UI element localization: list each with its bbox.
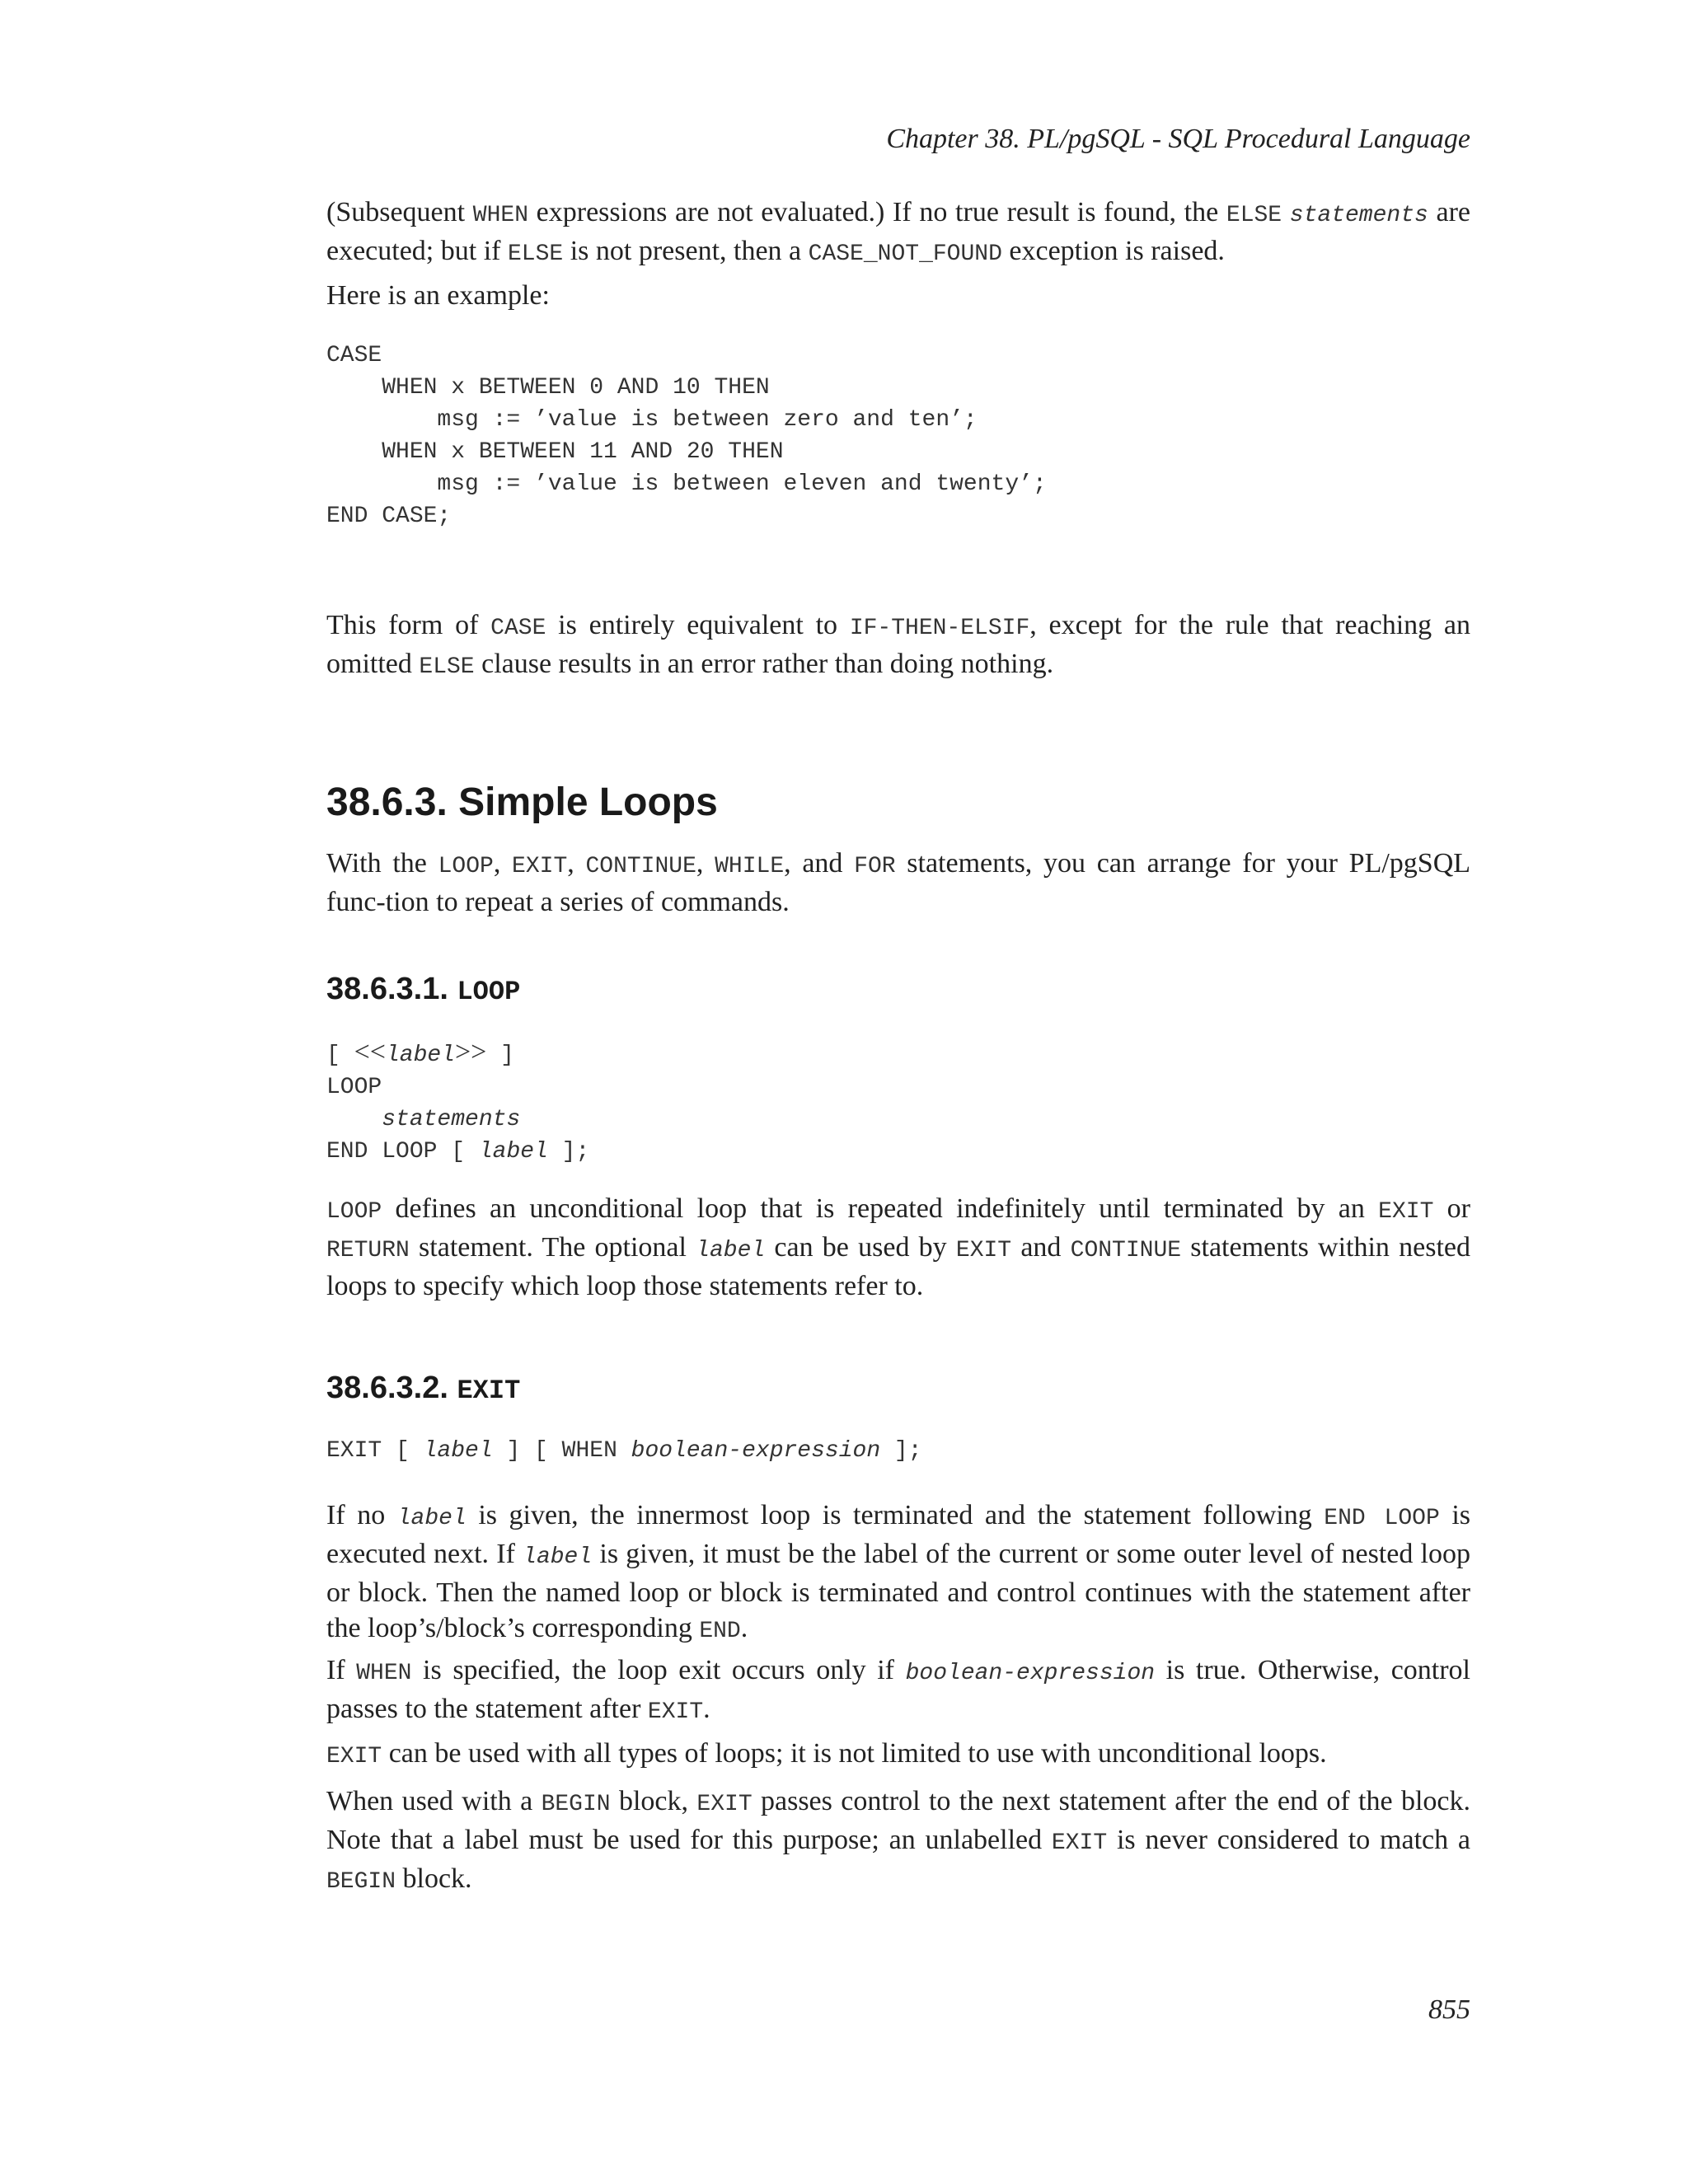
code-exit: EXIT	[696, 1792, 753, 1817]
code-begin: BEGIN	[326, 1869, 396, 1895]
code-token: ]	[486, 1043, 514, 1068]
case-evaluation-paragraph	[326, 194, 1470, 272]
equivalence-paragraph	[326, 607, 1470, 685]
code-boolean-expression: boolean-expression	[905, 1661, 1156, 1686]
text-run: This form of	[326, 610, 491, 640]
text-run: can be used by	[765, 1232, 956, 1263]
code-exit: EXIT	[1378, 1199, 1434, 1225]
text-run: With the	[326, 848, 438, 879]
code-statements: statements	[1289, 203, 1428, 228]
code-for: FOR	[854, 854, 896, 879]
text-run: ,	[696, 848, 715, 879]
code-token: label	[478, 1139, 548, 1165]
text-run: clause results in an error rather than doing nothing.	[474, 649, 1054, 679]
code-exit: EXIT	[647, 1699, 704, 1725]
code-exit: EXIT	[512, 854, 568, 879]
text-run: (Subsequent	[326, 197, 473, 227]
text-run: or	[1433, 1193, 1470, 1224]
code-token: ];	[880, 1438, 922, 1464]
code-end: END	[699, 1619, 741, 1644]
code-when: WHEN	[356, 1661, 412, 1686]
text-run: block,	[610, 1786, 697, 1816]
subsection-number: 38.6.3.1.	[326, 972, 448, 1006]
code-line	[326, 1104, 1470, 1136]
text-run: and	[1011, 1232, 1071, 1263]
text-run: is given, the innermost loop is terminated and the statement following	[466, 1500, 1325, 1530]
text-run: , except for the rule that reaching an omitted	[326, 610, 1471, 679]
code-else: ELSE	[507, 241, 564, 267]
text-run: is true. Otherwise, control passes to the statement after	[326, 1655, 1471, 1724]
code-begin: BEGIN	[541, 1792, 611, 1817]
text-run: .	[703, 1694, 710, 1724]
text-run: ,	[567, 848, 586, 879]
text-run: is specified, the loop exit occurs only if	[411, 1655, 906, 1685]
exit-paragraph-1	[326, 1497, 1470, 1649]
code-continue: CONTINUE	[1070, 1238, 1182, 1263]
code-token: END LOOP [	[326, 1139, 479, 1165]
code-line	[326, 1435, 1470, 1467]
text-run: can be used with all types of loops; it is not limited to use with unconditional loops.	[382, 1738, 1327, 1769]
code-exit: EXIT	[326, 1744, 382, 1769]
code-line	[326, 1136, 1470, 1168]
subsection-heading-loop	[326, 970, 1470, 1011]
code-token: EXIT [	[326, 1438, 424, 1464]
subsection-keyword: EXIT	[457, 1376, 521, 1406]
code-line: CASE	[326, 343, 382, 368]
code-label: label	[523, 1544, 593, 1570]
code-token: ] [ WHEN	[492, 1438, 631, 1464]
code-while: WHILE	[715, 854, 785, 879]
loop-description	[326, 1191, 1470, 1304]
example-intro: Here is an example:	[326, 280, 550, 311]
code-line: WHEN x BETWEEN 0 AND 10 THEN	[326, 375, 770, 401]
simple-loops-intro	[326, 846, 1470, 920]
code-line: msg := ’value is between eleven and twenty’;	[326, 471, 1047, 497]
code-else: ELSE	[419, 654, 475, 680]
exit-syntax-code	[326, 1435, 1470, 1467]
code-case: CASE	[490, 616, 546, 641]
code-token	[326, 1107, 382, 1132]
code-token: [	[326, 1043, 354, 1068]
code-label: label	[396, 1506, 467, 1531]
subsection-heading-exit	[326, 1369, 1470, 1410]
subsection-number: 38.6.3.2.	[326, 1371, 448, 1405]
text-run: If	[326, 1655, 357, 1685]
text-run: statements within nested loops to specify which loop those statements refer to.	[326, 1232, 1470, 1301]
code-return: RETURN	[326, 1238, 410, 1263]
code-end-loop: END LOOP	[1324, 1506, 1440, 1531]
code-if-then-elsif: IF-THEN-ELSIF	[849, 616, 1030, 641]
code-token: boolean-expression	[631, 1438, 881, 1464]
text-run: is entirely equivalent to	[546, 610, 850, 640]
text-run: is executed next. If	[326, 1500, 1470, 1569]
code-token: <<	[354, 1037, 386, 1067]
code-token: label	[385, 1043, 455, 1068]
code-line: WHEN x BETWEEN 11 AND 20 THEN	[326, 439, 784, 465]
exit-paragraph-4	[326, 1783, 1470, 1900]
text-run: are executed; but if	[326, 197, 1471, 266]
code-loop: LOOP	[326, 1199, 382, 1225]
section-heading-simple-loops: 38.6.3. Simple Loops	[326, 780, 718, 824]
text-run: ,	[493, 848, 513, 879]
code-continue: CONTINUE	[585, 854, 696, 879]
code-line: msg := ’value is between zero and ten’;	[326, 407, 978, 433]
exit-paragraph-2	[326, 1652, 1470, 1730]
code-token: label	[423, 1438, 493, 1464]
text-run: .	[740, 1613, 748, 1643]
code-exit: EXIT	[1051, 1830, 1108, 1856]
code-line: LOOP	[326, 1075, 382, 1100]
code-when: WHEN	[472, 203, 528, 228]
code-token: >>	[454, 1037, 487, 1067]
text-run: is given, it must be the label of the current or some outer level of nested loop or block. Then the named loop or block is terminated and control continues with the statement after the loop’s/block’s corresponding	[326, 1539, 1470, 1643]
code-label: label	[696, 1238, 766, 1263]
loop-syntax-code	[326, 1036, 1470, 1168]
code-token: statements	[382, 1107, 521, 1132]
text-run: is not present, then a	[563, 236, 809, 266]
page-number: 855	[1428, 1994, 1470, 2025]
text-run: block.	[396, 1863, 472, 1894]
text-run: , and	[784, 848, 855, 879]
text-run: If no	[326, 1500, 397, 1530]
text-run: passes control to the next statement after the end of the block. Note that a label must be used for this purpose; an unlabelled	[326, 1786, 1470, 1855]
text-run	[1282, 197, 1290, 227]
text-run: When used with a	[326, 1786, 542, 1816]
code-line	[326, 1036, 1470, 1071]
text-run: defines an unconditional loop that is repeated indefinitely until terminated by an	[382, 1193, 1379, 1224]
text-run: statements, you can arrange for your PL/pgSQL func-tion to repeat a series of commands.	[326, 848, 1471, 917]
exit-paragraph-3	[326, 1736, 1470, 1774]
code-case-not-found: CASE_NOT_FOUND	[808, 241, 1002, 267]
code-else: ELSE	[1226, 203, 1282, 228]
text-run: is never considered to match a	[1107, 1825, 1470, 1855]
text-run: statement. The optional	[409, 1232, 696, 1263]
case-example-code	[326, 340, 1470, 532]
text-run: exception is raised.	[1001, 236, 1225, 266]
subsection-keyword: LOOP	[457, 977, 521, 1007]
code-exit: EXIT	[955, 1238, 1012, 1263]
code-line: END CASE;	[326, 504, 452, 529]
code-token: ];	[547, 1139, 590, 1165]
text-run: expressions are not evaluated.) If no true result is found, the	[528, 197, 1226, 227]
running-header: Chapter 38. PL/pgSQL - SQL Procedural Language	[886, 124, 1470, 154]
code-loop: LOOP	[438, 854, 494, 879]
